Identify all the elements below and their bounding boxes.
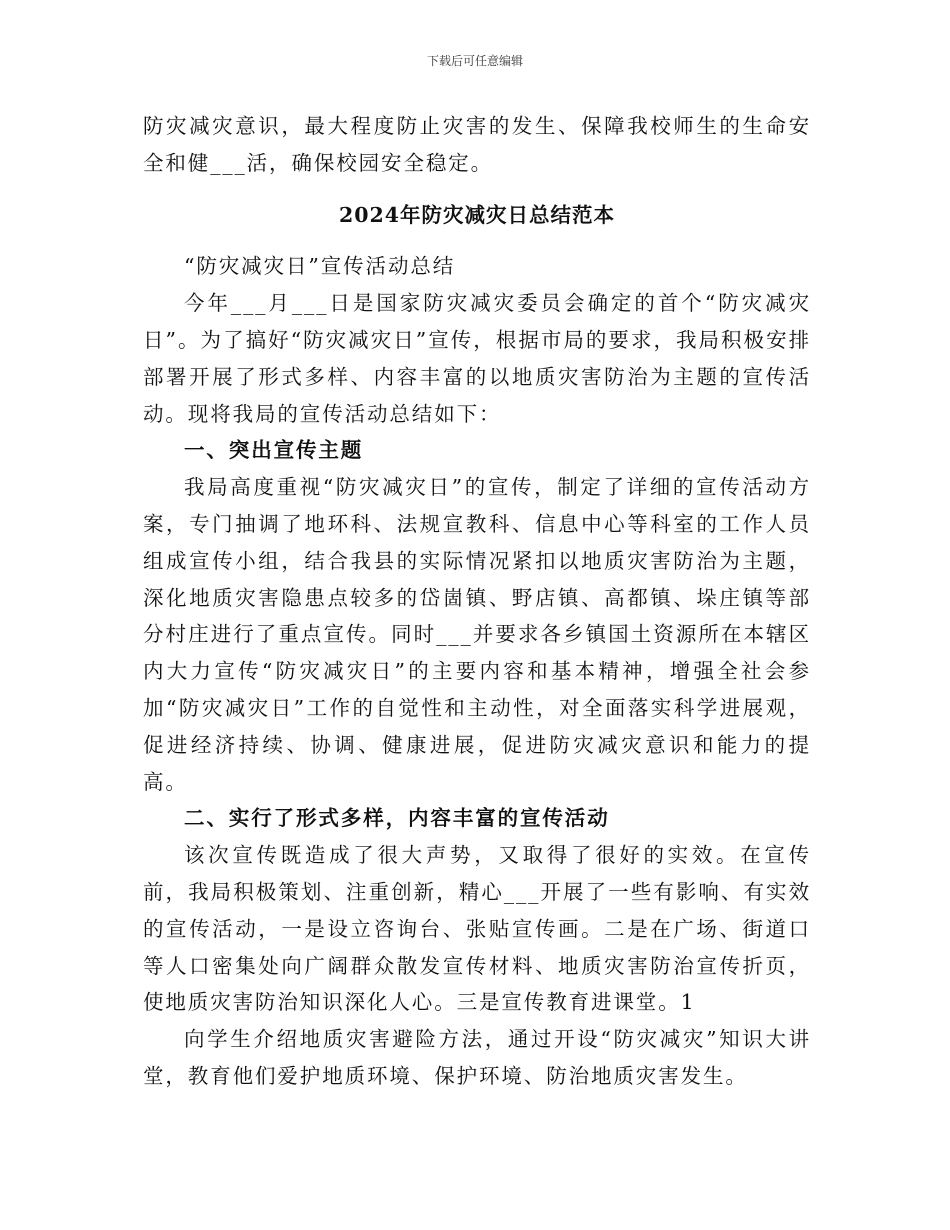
section-2-paragraph-continued: 向学生介绍地质灾害避险方法，通过开设“防灾减灾”知识大讲堂，教育他们爱护地质环境、保护环境、防治地质灾害发生。: [143, 1027, 811, 1088]
continuation-paragraph: 防灾减灾意识，最大程度防止灾害的发生、保障我校师生的生命安全和健___活，确保校园安全稳定。: [143, 114, 811, 175]
intro-paragraph: 今年___月___日是国家防灾减灾委员会确定的首个“防灾减灾日”。为了搞好“防灾减灾日”宣传，根据市局的要求，我局积极安排部署开展了形式多样、内容丰富的以地质灾害防治为主题的宣传活动。现将我局的宣传活动总结如下：: [143, 291, 811, 426]
section-heading-2: 二、实行了形式多样，内容丰富的宣传活动: [184, 806, 610, 831]
section-2-paragraph: 该次宣传既造成了很大声势，又取得了很好的实效。在宣传前，我局积极策划、注重创新，精心___开展了一些有影响、有实效的宣传活动，一是设立咨询台、张贴宣传画。二是在广场、街道口等人口密集处向广阔群众散发宣传材料、地质灾害防治宣传折页，使地质灾害防治知识深化人心。三是宣传教育进课堂。1: [143, 843, 811, 1015]
document-body: [143, 108, 811, 1095]
section-heading-1: 一、突出宣传主题: [184, 438, 364, 463]
section-1-paragraph: 我局高度重视“防灾减灾日”的宣传，制定了详细的宣传活动方案，专门抽调了地环科、法规宣教科、信息中心等科室的工作人员组成宣传小组，结合我县的实际情况紧扣以地质灾害防治为主题，深化地质灾害隐患点较多的岱崮镇、野店镇、高都镇、垛庄镇等部分村庄进行了重点宣传。同时___并要求各乡镇国土资源所在本辖区内大力宣传“防灾减灾日”的主要内容和基本精神，增强全社会参加“防灾减灾日”工作的自觉性和主动性，对全面落实科学进展观，促进经济持续、协调、健康进展，促进防灾减灾意识和能力的提高。: [143, 475, 811, 794]
document-title: 2024年防灾减灾日总结范本: [338, 202, 616, 227]
page-header-note: 下载后可任意编辑: [426, 54, 523, 68]
document-subtitle: “防灾减灾日”宣传活动总结: [184, 254, 456, 279]
